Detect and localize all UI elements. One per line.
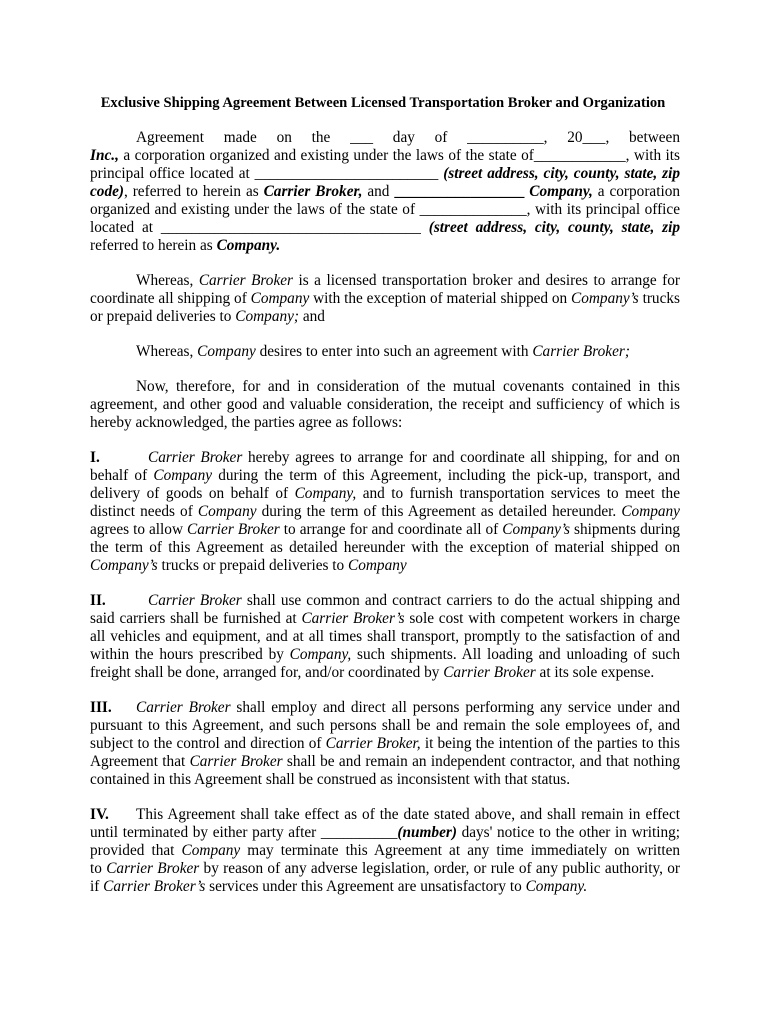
text-run: a corporation [592, 183, 680, 200]
text-run: Whereas, [136, 272, 199, 289]
text-line [90, 272, 680, 290]
paragraph [90, 343, 680, 361]
section-number: III. [90, 699, 112, 716]
text-line [90, 753, 680, 771]
text-run: Carrier Broker’s [103, 878, 206, 895]
document-page [90, 94, 680, 913]
text-run: shall be and remain an independent contractor, and that nothing [282, 753, 680, 770]
text-run: Carrier Broker [443, 664, 536, 681]
text-run: Carrier Broker [187, 521, 280, 538]
text-line [90, 201, 680, 219]
paragraph [90, 699, 680, 789]
text-run: all vehicles and equipment, and at all times shall transport, promptly to the satisfaction of and [90, 628, 680, 645]
text-run: sole cost with competent workers in charge [409, 610, 680, 627]
text-line [90, 503, 680, 521]
text-run: (street address, city, county, state, zip [443, 165, 680, 182]
text-run: Carrier Broker [106, 860, 200, 877]
text-run: trucks or prepaid deliveries to [157, 557, 349, 574]
text-run: the term of this Agreement as detailed hereunder with the exception of material shipped on [90, 539, 680, 556]
text-run: to [90, 860, 107, 877]
text-run: with the exception of material shipped on [309, 290, 572, 307]
text-run: Company. [216, 237, 281, 254]
text-run: Carrier Broker [198, 272, 293, 289]
text-run: and [299, 308, 325, 325]
text-run: Now, therefore, for and in consideration of the mutual covenants contained in this [136, 378, 680, 395]
text-run: Carrier Broker’s [301, 610, 405, 627]
text-line [90, 842, 680, 860]
text-run: trucks [638, 290, 680, 307]
text-run: Agreement made on the ___ day of __________, 20___, between [136, 129, 680, 146]
text-line [90, 610, 680, 628]
text-run: organized and existing under the laws of the state of ______________, with its principal office [90, 201, 680, 218]
text-run: Company’s [90, 557, 158, 574]
text-run: during the term of this Agreement, including the pick-up, transport, and [212, 467, 680, 484]
text-line [90, 308, 680, 326]
text-run: Agreement that [90, 753, 190, 770]
paragraph [90, 378, 680, 432]
text-run: during the term of this Agreement as detailed hereunder. [256, 503, 622, 520]
text-run: Company [197, 343, 256, 360]
text-run: days' notice to the other in writing; [456, 824, 680, 841]
text-run: Whereas, [136, 343, 198, 360]
text-run: it being the intention of the parties to this [420, 735, 680, 752]
text-run: Company’s [502, 521, 570, 538]
text-run: and to furnish transportation services to meet the [356, 485, 680, 502]
text-run: or prepaid deliveries to [90, 308, 236, 325]
text-line [90, 183, 680, 201]
paragraph [90, 129, 680, 255]
text-run: subject to the control and direction of [90, 735, 326, 752]
text-line [90, 147, 680, 165]
text-run: Carrier Broker, [325, 735, 421, 752]
paragraph [90, 449, 680, 575]
text-run: Carrier Broker, [263, 183, 363, 200]
text-run: Company [621, 503, 680, 520]
text-run: shipments during [569, 521, 680, 538]
text-run: Company [348, 557, 407, 574]
text-run: until terminated by either party after __________ [90, 824, 398, 841]
text-line [90, 664, 680, 682]
text-run: located at __________________________________ [90, 219, 429, 236]
text-line [90, 467, 680, 485]
text-run: This Agreement shall take effect as of the date stated above, and shall remain in effect [136, 806, 680, 823]
text-run: Inc., [90, 147, 119, 164]
text-run: said carriers shall be furnished at [90, 610, 302, 627]
text-run: Company; [235, 308, 300, 325]
text-line [90, 824, 680, 842]
text-run: Carrier Broker [148, 449, 243, 466]
text-line [90, 735, 680, 753]
text-run: Carrier Broker [148, 592, 242, 609]
text-run: behalf of [90, 467, 154, 484]
text-run: desires to enter into such an agreement with [255, 343, 533, 360]
text-run: delivery of goods on behalf of [90, 485, 295, 502]
text-run: hereby agrees to arrange for and coordinate all shipping, for and on [242, 449, 680, 466]
text-run: Carrier Broker [136, 699, 231, 716]
text-run: services under this Agreement are unsatisfactory to [205, 878, 526, 895]
paragraph [90, 272, 680, 326]
text-run: agreement, and other good and valuable consideration, the receipt and sufficiency of which is [90, 396, 680, 413]
text-run: distinct needs of [90, 503, 198, 520]
text-run: hereby acknowledged, the parties agree as follows: [90, 414, 403, 431]
text-line [90, 806, 680, 824]
text-run: by reason of any adverse legislation, order, or rule of any public authority, or [199, 860, 680, 877]
text-line [90, 396, 680, 414]
text-run: to arrange for and coordinate all of [279, 521, 503, 538]
text-run: if [90, 878, 104, 895]
document-body [90, 129, 680, 896]
paragraph [90, 592, 680, 682]
text-line [90, 414, 680, 432]
text-run: Company [197, 503, 257, 520]
text-run: is a licensed transportation broker and desires to arrange for [298, 272, 680, 289]
text-line [90, 129, 680, 147]
text-line [90, 592, 680, 610]
text-run: Carrier Broker; [532, 343, 630, 360]
text-run: shall use common and contract carriers to do the actual shipping and [241, 592, 680, 609]
text-run: Company, [529, 183, 593, 200]
text-run: provided that [90, 842, 182, 859]
text-run: , referred to herein as [123, 183, 264, 200]
text-run: shall employ and direct all persons performing any service under and [230, 699, 680, 716]
text-run: coordinate all shipping of [90, 290, 251, 307]
text-line [90, 521, 680, 539]
text-line [90, 378, 680, 396]
section-number: I. [90, 449, 100, 466]
text-line [90, 237, 680, 255]
text-run: principal office located at ________________________ [90, 165, 444, 182]
text-line [90, 771, 680, 789]
text-run: Company, [294, 485, 357, 502]
text-line [90, 343, 680, 361]
text-line [90, 860, 680, 878]
text-run: referred to herein as [90, 237, 217, 254]
text-run: Carrier Broker [189, 753, 283, 770]
document-title: Exclusive Shipping Agreement Between Licensed Transportation Broker and Organization [100, 95, 666, 111]
text-line [90, 219, 680, 237]
text-run: within the hours prescribed by [90, 646, 290, 663]
text-run: agrees to allow [90, 521, 188, 538]
text-run: Company. [525, 878, 588, 895]
text-run: Company’s [571, 290, 639, 307]
text-run: a corporation organized and existing under the laws of the state of____________, with its [118, 147, 680, 164]
text-line [90, 557, 680, 575]
text-run: _________________ [394, 183, 525, 200]
text-run: contained in this Agreement shall be construed as inconsistent with that status. [90, 771, 571, 788]
text-run: such shipments. All loading and unloading of such [351, 646, 680, 663]
section-number: IV. [90, 806, 109, 823]
text-line [90, 699, 680, 717]
text-line [90, 628, 680, 646]
text-run: (street address, city, county, state, zip [428, 219, 680, 236]
text-run: freight shall be done, arranged for, and/or coordinated by [90, 664, 444, 681]
text-line [90, 449, 680, 467]
text-line [90, 165, 680, 183]
text-run: (number) [397, 824, 457, 841]
text-line [90, 290, 680, 308]
text-run: pursuant to this Agreement, and such persons shall be and remain the sole employees of, and [90, 717, 680, 734]
text-run: Company, [289, 646, 352, 663]
text-run: Company [181, 842, 241, 859]
text-line [90, 646, 680, 664]
text-run: at its sole expense. [535, 664, 655, 681]
text-run: Company [250, 290, 310, 307]
text-line [90, 717, 680, 735]
text-line [90, 485, 680, 503]
paragraph [90, 806, 680, 896]
text-run: may terminate this Agreement at any time immediately on written [247, 842, 680, 859]
text-run: Company [153, 467, 213, 484]
text-line [90, 539, 680, 557]
text-run: and [362, 183, 395, 200]
section-number: II. [90, 592, 106, 609]
text-line [90, 878, 680, 896]
text-run: code) [90, 183, 124, 200]
